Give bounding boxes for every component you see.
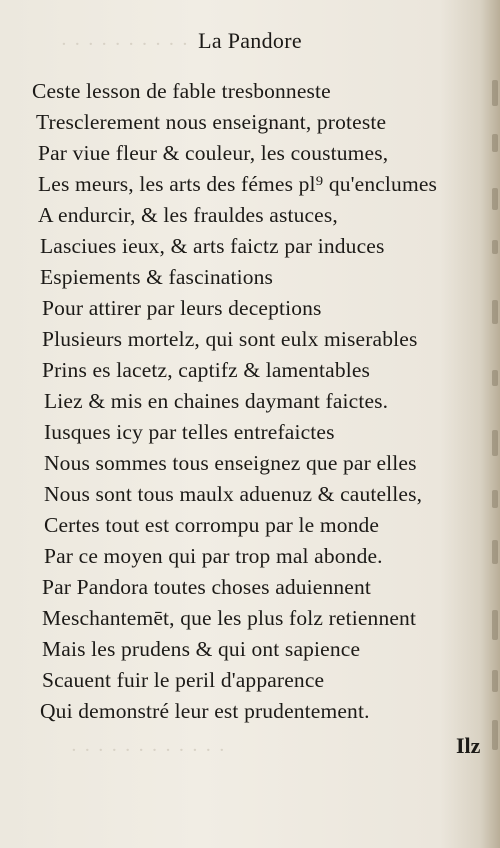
- verse-line: Espiements & fascinations: [40, 265, 274, 289]
- verse-line: Par viue fleur & couleur, les coustumes,: [38, 141, 389, 165]
- verse-line: Plusieurs mortelz, qui sont eulx miserables: [42, 327, 418, 351]
- verse-line: Scauent fuir le peril d'apparence: [42, 668, 325, 692]
- verse-line: Mais les prudens & qui ont sapience: [42, 637, 361, 661]
- verse-line: Pour attirer par leurs deceptions: [42, 296, 322, 320]
- verse-line: Par Pandora toutes choses aduiennent: [42, 575, 372, 599]
- verse-line: Nous sont tous maulx aduenuz & cautelles,: [44, 482, 423, 506]
- show-through-text: · · · · · · · · · · · ·: [70, 740, 225, 761]
- show-through-text: · · · · · · · · · ·: [60, 34, 188, 55]
- verse-line: Les meurs, les arts des fémes pl⁹ qu'enclumes: [38, 172, 438, 196]
- verse-line: Certes tout est corrompu par le monde: [44, 513, 380, 537]
- page-edge-bleed: [482, 70, 500, 760]
- running-head: La Pandore: [198, 28, 302, 53]
- verse-line: Meschantemēt, que les plus folz retiennent: [42, 606, 417, 630]
- verse-line: Qui demonstré leur est prudentement.: [40, 699, 370, 723]
- verse-line: Liez & mis en chaines daymant faictes.: [44, 389, 389, 413]
- verse-line: Par ce moyen qui par trop mal abonde.: [44, 544, 383, 568]
- verse-line: Prins es lacetz, captifz & lamentables: [42, 358, 371, 382]
- catchword: Ilz: [456, 733, 481, 758]
- verse-line: Nous sommes tous enseignez que par elles: [44, 451, 417, 475]
- verse-line: A endurcir, & les frauldes astuces,: [38, 203, 338, 227]
- verse-line: Tresclerement nous enseignant, proteste: [36, 110, 387, 134]
- verse-line: Ceste lesson de fable tresbonneste: [32, 79, 331, 103]
- verse-line: Iusques icy par telles entrefaictes: [44, 420, 335, 444]
- verse-line: Lasciues ieux, & arts faictz par induces: [40, 234, 385, 258]
